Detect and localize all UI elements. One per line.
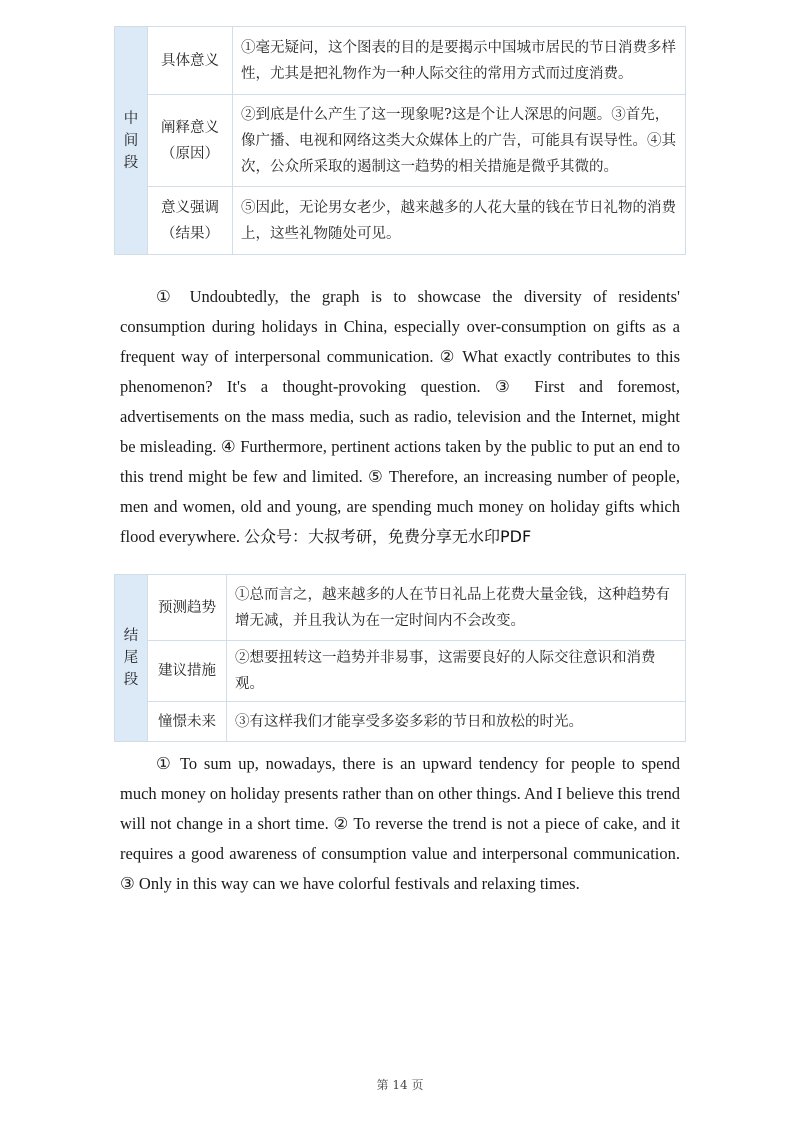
- row-text: ①总而言之，越来越多的人在节日礼品上花费大量金钱，这种趋势有增无减，并且我认为在一定时间内不会改变。: [227, 575, 686, 641]
- paragraph-text: ① Undoubtedly, the graph is to showcase the diversity of residents' consumption during holidays in China, especially over-consumption on gifts as a frequent way of interpersonal communication. ② What exactly contributes to this phenomenon? It's a thought-provoking question. ③ First and foremost, advertisements on the mass media, such as radio, television and the Internet, might be misleading. ④ Furthermore, pertinent actions taken by the public to put an end to this trend might be few and limited. ⑤ Therefore, an increasing number of people, men and women, old and young, are spending much money on holiday gifts which flood everywhere.: [120, 287, 680, 546]
- page-number: 第 14 页: [376, 1078, 424, 1092]
- row-text: ②想要扭转这一趋势并非易事，这需要良好的人际交往意识和消费观。: [227, 641, 686, 702]
- translation-paragraph-middle: [120, 282, 680, 552]
- row-label: 预测趋势: [148, 575, 227, 641]
- ending-section-table: [114, 574, 686, 742]
- row-label: 意义强调 （结果）: [148, 187, 233, 255]
- row-text: ③有这样我们才能享受多姿多彩的节日和放松的时光。: [227, 702, 686, 742]
- translation-paragraph-ending: ① To sum up, nowadays, there is an upward tendency for people to spend much money on holiday presents rather than on other things. And I believe this trend will not change in a short time. ② To reverse the trend is not a piece of cake, and it requires a good awareness of consumption value and interpersonal communication. ③ Only in this way can we have colorful festivals and relaxing times.: [120, 754, 680, 893]
- row-text: ②到底是什么产生了这一现象呢?这是个让人深思的问题。③首先，像广播、电视和网络这类大众媒体上的广告，可能具有误导性。④其次，公众所采取的遏制这一趋势的相关措施是微乎其微的。: [233, 95, 686, 187]
- middle-section-label: 中 间 段: [115, 27, 148, 255]
- row-label: 阐释意义 （原因）: [148, 95, 233, 187]
- row-text: ⑤因此，无论男女老少，越来越多的人花大量的钱在节日礼物的消费上，这些礼物随处可见。: [233, 187, 686, 255]
- row-label: 建议措施: [148, 641, 227, 702]
- row-label: 憧憬未来: [148, 702, 227, 742]
- middle-section-table: [114, 26, 686, 255]
- ending-section-label: 结 尾 段: [115, 575, 148, 742]
- watermark-text: 公众号：大叔考研，免费分享无水印PDF: [244, 527, 532, 546]
- row-label: 具体意义: [148, 27, 233, 95]
- row-text: ①毫无疑问，这个图表的目的是要揭示中国城市居民的节日消费多样性，尤其是把礼物作为一种人际交往的常用方式而过度消费。: [233, 27, 686, 95]
